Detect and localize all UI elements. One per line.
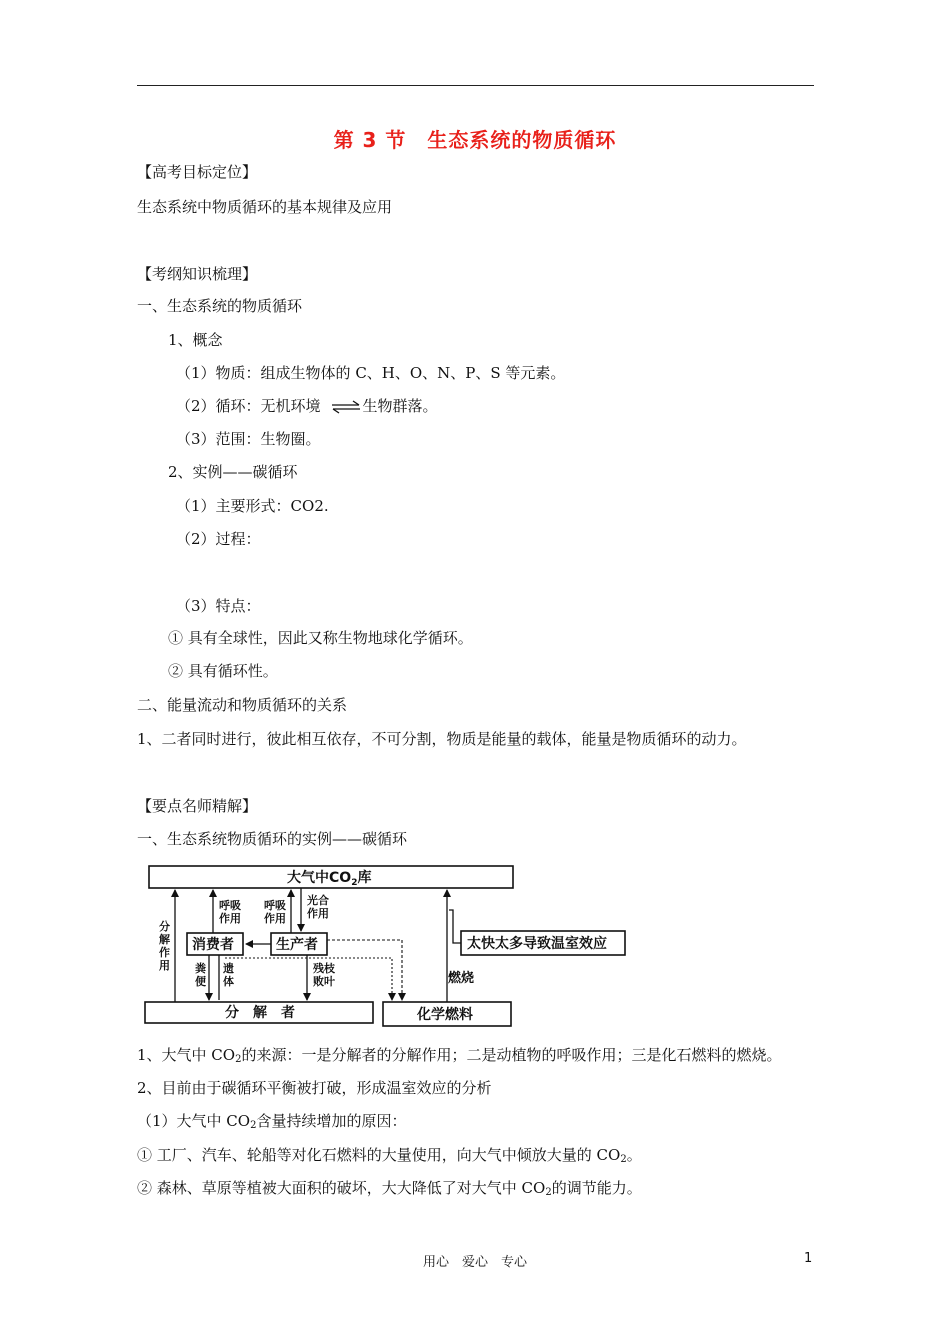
goal-heading: 【高考目标定位】 (137, 163, 258, 181)
svg-text:分: 分 (159, 920, 170, 933)
feature-item-2: ② 具有循环性。 (168, 662, 278, 680)
header-rule (137, 85, 814, 86)
svg-text:便: 便 (195, 975, 206, 988)
goal-text: 生态系统中物质循环的基本规律及应用 (137, 198, 393, 216)
svg-text:呼吸: 呼吸 (219, 899, 241, 912)
page-title: 第 3 节 生态系统的物质循环 (333, 128, 617, 152)
concept-item-1: （1）物质：组成生物体的 C、H、O、N、P、S 等元素。 (176, 364, 566, 382)
svg-text:作用: 作用 (219, 912, 241, 925)
concept-item-3: （3）范围：生物圈。 (176, 430, 321, 448)
part2-text: 1、二者同时进行，彼此相互依存，不可分割，物质是能量的载体，能量是物质循环的动力。 (137, 730, 747, 748)
example-item-3: （3）特点： (176, 597, 261, 615)
svg-text:败叶: 败叶 (313, 975, 335, 988)
greenhouse-heading: 2、目前由于碳循环平衡被打破，形成温室效应的分析 (137, 1079, 492, 1097)
concept-heading: 1、概念 (168, 331, 223, 349)
page-footer: 用心 爱心 专心 (422, 1255, 527, 1270)
burning-label: 燃烧 (448, 971, 475, 986)
greenhouse-label: 太快太多导致温室效应 (467, 936, 607, 952)
svg-text:残枝: 残枝 (313, 962, 335, 975)
key-part1-heading: 一、生态系统物质循环的实例——碳循环 (137, 830, 408, 848)
svg-text:用: 用 (159, 959, 170, 972)
svg-text:光合: 光合 (307, 894, 329, 907)
producer-label: 生产者 (276, 937, 318, 953)
concept-item-2-suffix: 生物群落。 (362, 397, 438, 415)
page-number: 1 (804, 1251, 813, 1266)
co2-source-line: 1、大气中 $CO_2$的来源：一是分解者的分解作用；二是动植物的呼吸作用；三是化石燃料的燃烧。 (137, 1046, 782, 1065)
reason-item-2: ② 森林、草原等植被大面积的破坏，大大降低了对大气中 $CO_2$的调节能力。 (137, 1179, 642, 1198)
svg-text:作: 作 (159, 946, 170, 959)
example-heading: 2、实例——碳循环 (168, 463, 298, 481)
svg-text:作用: 作用 (264, 912, 286, 925)
feature-item-1: ① 具有全球性，因此又称生物地球化学循环。 (168, 629, 473, 647)
outline-heading: 【考纲知识梳理】 (137, 265, 258, 283)
example-item-1: （1）主要形式：CO2. (176, 497, 329, 515)
example-item-2: （2）过程： (176, 530, 261, 548)
svg-text:遗: 遗 (223, 962, 234, 975)
concept-item-2 (176, 396, 438, 416)
decomposer-label: 分 解 者 (225, 1005, 295, 1021)
svg-text:粪: 粪 (195, 962, 206, 975)
key-heading: 【要点名师精解】 (137, 797, 258, 815)
reason-item-1: ① 工厂、汽车、轮船等对化石燃料的大量使用，向大气中倾放大量的 $CO_2$。 (137, 1146, 642, 1165)
part2-heading: 二、能量流动和物质循环的关系 (137, 696, 348, 714)
svg-text:解: 解 (159, 933, 170, 946)
fossil-fuel-label: 化学燃料 (417, 1007, 473, 1023)
consumer-label: 消费者 (192, 937, 234, 953)
svg-text:作用: 作用 (307, 907, 329, 920)
reason-heading: （1）大气中 $CO_2$含量持续增加的原因： (137, 1112, 407, 1131)
part1-heading: 一、生态系统的物质循环 (137, 297, 303, 315)
svg-text:大气中CO2库: 大气中$CO_2$库 (287, 870, 372, 888)
svg-text:体: 体 (223, 975, 234, 988)
carbon-cycle-diagram (137, 858, 633, 1032)
reversible-arrow-icon (331, 400, 361, 414)
concept-item-2-prefix: （2）循环：无机环境 (176, 397, 321, 415)
svg-text:呼吸: 呼吸 (264, 899, 286, 912)
